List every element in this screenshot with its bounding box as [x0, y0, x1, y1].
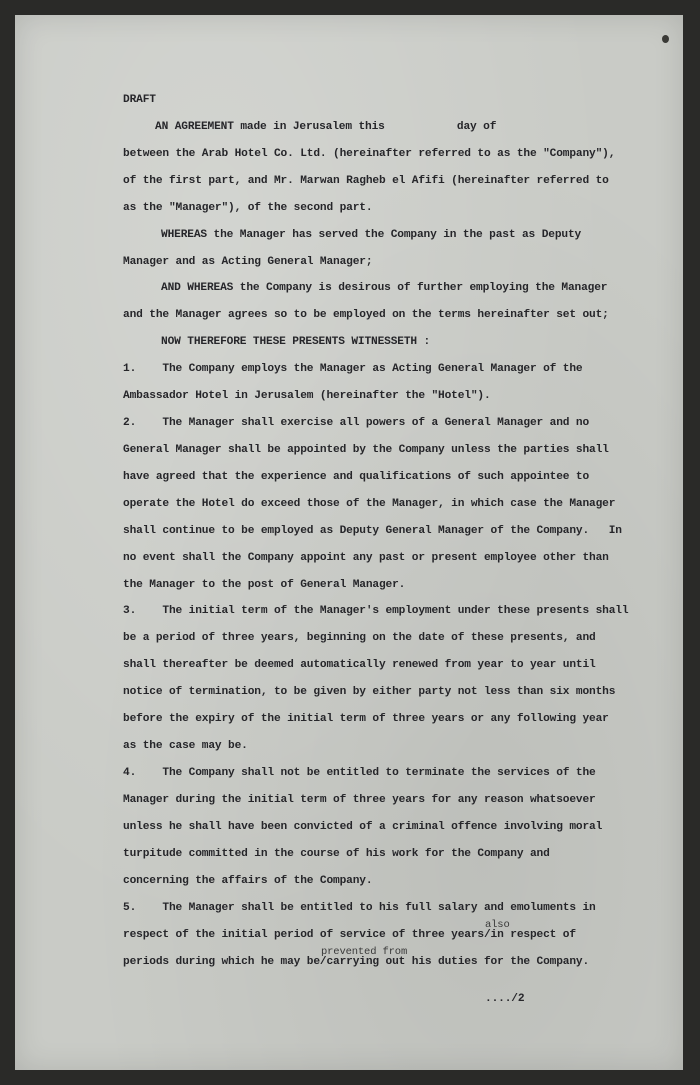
page-continuation: ..../2 — [485, 993, 525, 1005]
handwritten-insert-also: also — [485, 919, 510, 931]
text-line: no event shall the Company appoint any past or present employee other than — [123, 552, 609, 564]
text-line: NOW THEREFORE THESE PRESENTS WITNESSETH : — [161, 336, 431, 348]
text-line: concerning the affairs of the Company. — [123, 875, 373, 887]
heading: DRAFT — [123, 94, 156, 106]
clause-3-line: 3. The initial term of the Manager's employment under these presents shall — [123, 605, 629, 617]
clause-4-line: 4. The Company shall not be entitled to terminate the services of the — [123, 767, 596, 779]
text-line: shall thereafter be deemed automatically renewed from year to year until — [123, 659, 596, 671]
clause-2-line: 2. The Manager shall exercise all powers of a General Manager and no — [123, 417, 590, 429]
text-line: AND WHEREAS the Company is desirous of further employing the Manager — [161, 282, 608, 294]
text-line: shall continue to be employed as Deputy General Manager of the Company. In — [123, 525, 622, 537]
text-line: General Manager shall be appointed by the Company unless the parties shall — [123, 444, 609, 456]
text-line: of the first part, and Mr. Marwan Ragheb el Afifi (hereinafter referred to — [123, 175, 609, 187]
handwritten-insert-prevented: prevented from — [321, 946, 408, 958]
text-line: have agreed that the experience and qualifications of such appointee to — [123, 471, 590, 483]
text-line: as the case may be. — [123, 740, 248, 752]
text-line: periods during which he may be/carrying out his duties for the Company. — [123, 956, 590, 968]
text-line: turpitude committed in the course of his work for the Company and — [123, 848, 550, 860]
text-line: the Manager to the post of General Manager. — [123, 579, 406, 591]
text-line: WHEREAS the Manager has served the Company in the past as Deputy — [161, 229, 582, 241]
text-line: unless he shall have been convicted of a criminal offence involving moral — [123, 821, 603, 833]
agreement-text — [15, 15, 683, 1070]
text-line: Ambassador Hotel in Jerusalem (hereinafter the "Hotel"). — [123, 390, 491, 402]
text-line: be a period of three years, beginning on the date of these presents, and — [123, 632, 596, 644]
text-line: as the "Manager"), of the second part. — [123, 202, 373, 214]
text-line: respect of the initial period of service of three years/in respect of — [123, 929, 576, 941]
text-line: operate the Hotel do exceed those of the Manager, in which case the Manager — [123, 498, 616, 510]
text-line: Manager and as Acting General Manager; — [123, 256, 373, 268]
text-line: Manager during the initial term of three years for any reason whatsoever — [123, 794, 596, 806]
text-line: notice of termination, to be given by either party not less than six months — [123, 686, 616, 698]
clause-1-line: 1. The Company employs the Manager as Acting General Manager of the — [123, 363, 583, 375]
text-line: between the Arab Hotel Co. Ltd. (hereinafter referred to as the "Company"), — [123, 148, 616, 160]
clause-5-line: 5. The Manager shall be entitled to his full salary and emoluments in — [123, 902, 596, 914]
document-page — [15, 15, 683, 1070]
text-line: before the expiry of the initial term of three years or any following year — [123, 713, 609, 725]
text-line: and the Manager agrees so to be employed on the terms hereinafter set out; — [123, 309, 609, 321]
text-line: AN AGREEMENT made in Jerusalem this day of — [155, 121, 497, 133]
